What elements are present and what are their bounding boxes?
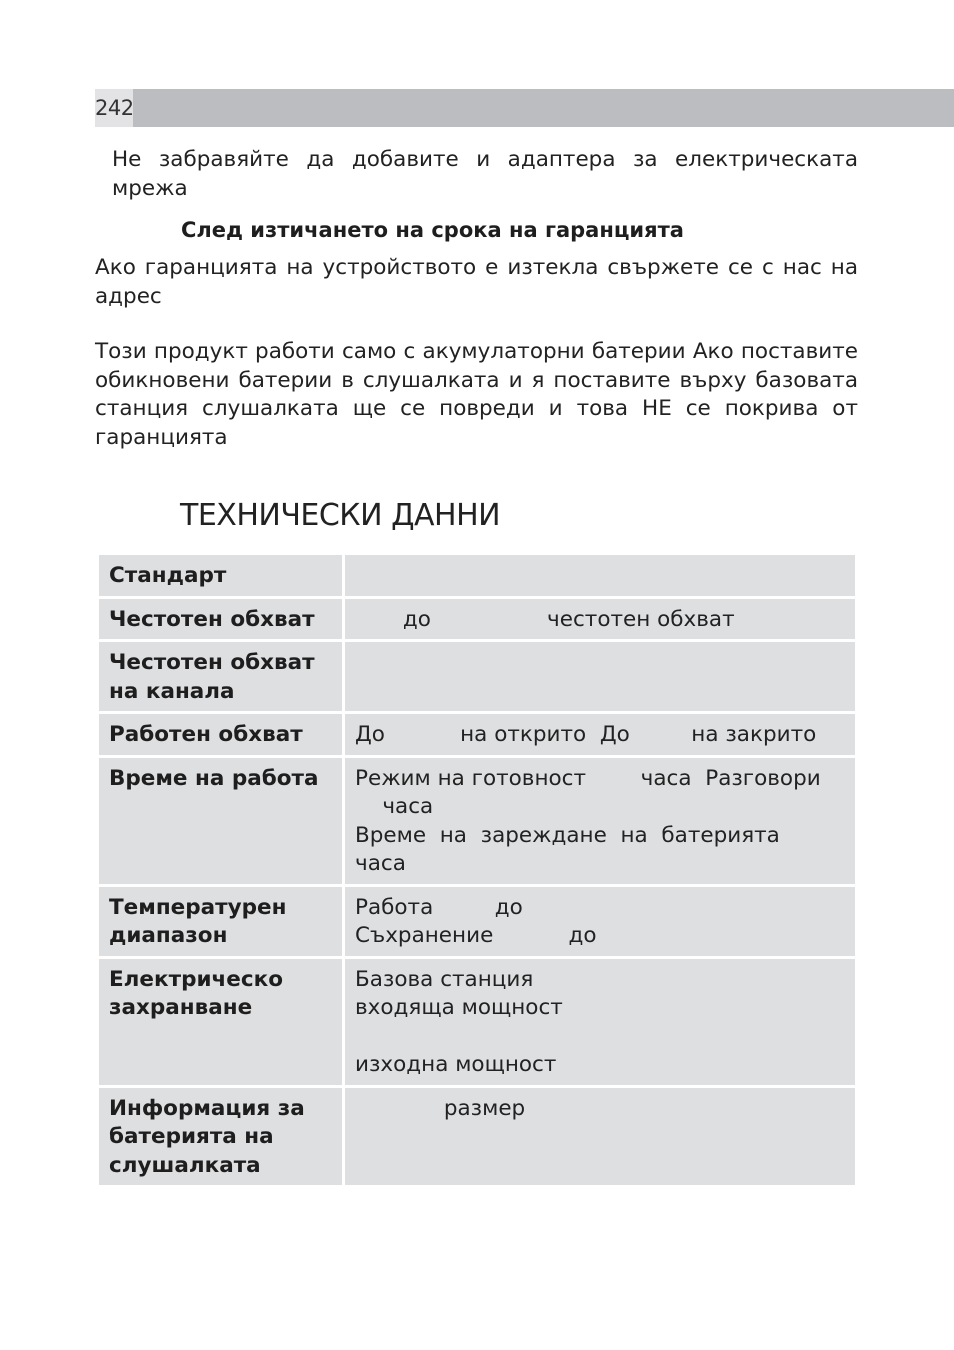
spec-value-line	[355, 1023, 845, 1052]
spec-value-line: Базова станция	[355, 966, 534, 992]
spec-label: Електрическо захранване	[99, 959, 342, 1085]
spec-value-line: Режим на готовност часа Разговори	[355, 765, 821, 791]
table-row	[99, 959, 855, 1085]
spec-value	[345, 758, 855, 884]
table-row	[99, 555, 855, 596]
battery-warning-paragraph: Този продукт работи само с акумулаторни батерии Ако поставите обикновени батерии в слушалката и я поставите върху базовата станция слушалката ще се повреди и това НЕ се покрива от гаранцията	[95, 339, 858, 450]
spec-value-line	[355, 649, 845, 678]
spec-value-line: Време на зареждане на батерията	[355, 822, 780, 848]
spec-value	[345, 599, 855, 640]
spec-value	[345, 887, 855, 956]
spec-label: Честотен обхват на канала	[99, 642, 342, 711]
warranty-heading: След изтичането на срока на гаранцията	[181, 218, 684, 242]
spec-value-line: размер	[355, 1095, 526, 1121]
spec-value-line: входяща мощност	[355, 995, 563, 1020]
table-row	[99, 599, 855, 640]
spec-value-line: до честотен обхват	[355, 606, 735, 632]
spec-label: Време на работа	[99, 758, 342, 884]
spec-value	[345, 959, 855, 1085]
spec-label: Температурен диапазон	[99, 887, 342, 956]
table-row	[99, 714, 855, 755]
spec-value-line: Съхранение до	[355, 923, 597, 948]
spec-value	[345, 714, 855, 755]
table-row	[99, 642, 855, 711]
spec-value	[345, 1088, 855, 1186]
table-row	[99, 887, 855, 956]
spec-value-line: До на открито До на закрито	[355, 722, 817, 747]
spec-value-line: изходна мощност	[355, 1052, 557, 1077]
spec-value-line	[355, 562, 845, 591]
adapter-reminder: Не забравяйте да добавите и адаптера за електрическата мрежа	[112, 147, 858, 201]
warranty-paragraph: Ако гаранцията на устройството е изтекла свържете се с нас на адрес	[95, 255, 858, 309]
tech-specs-table	[96, 552, 858, 1188]
table-row	[99, 758, 855, 884]
page-number: 242	[95, 89, 133, 127]
spec-label: Честотен обхват	[99, 599, 342, 640]
spec-value-line: Работа до	[355, 894, 523, 920]
spec-value	[345, 642, 855, 711]
header-bar	[95, 89, 954, 127]
spec-value	[345, 555, 855, 596]
spec-label: Стандарт	[99, 555, 342, 596]
spec-label: Работен обхват	[99, 714, 342, 755]
spec-value-line: часа	[355, 794, 434, 819]
spec-value-line: часа	[355, 851, 406, 876]
spec-label: Информация за батерията на слушалката	[99, 1088, 342, 1186]
table-row	[99, 1088, 855, 1186]
tech-specs-title: ТЕХНИЧЕСКИ ДАННИ	[180, 498, 501, 533]
